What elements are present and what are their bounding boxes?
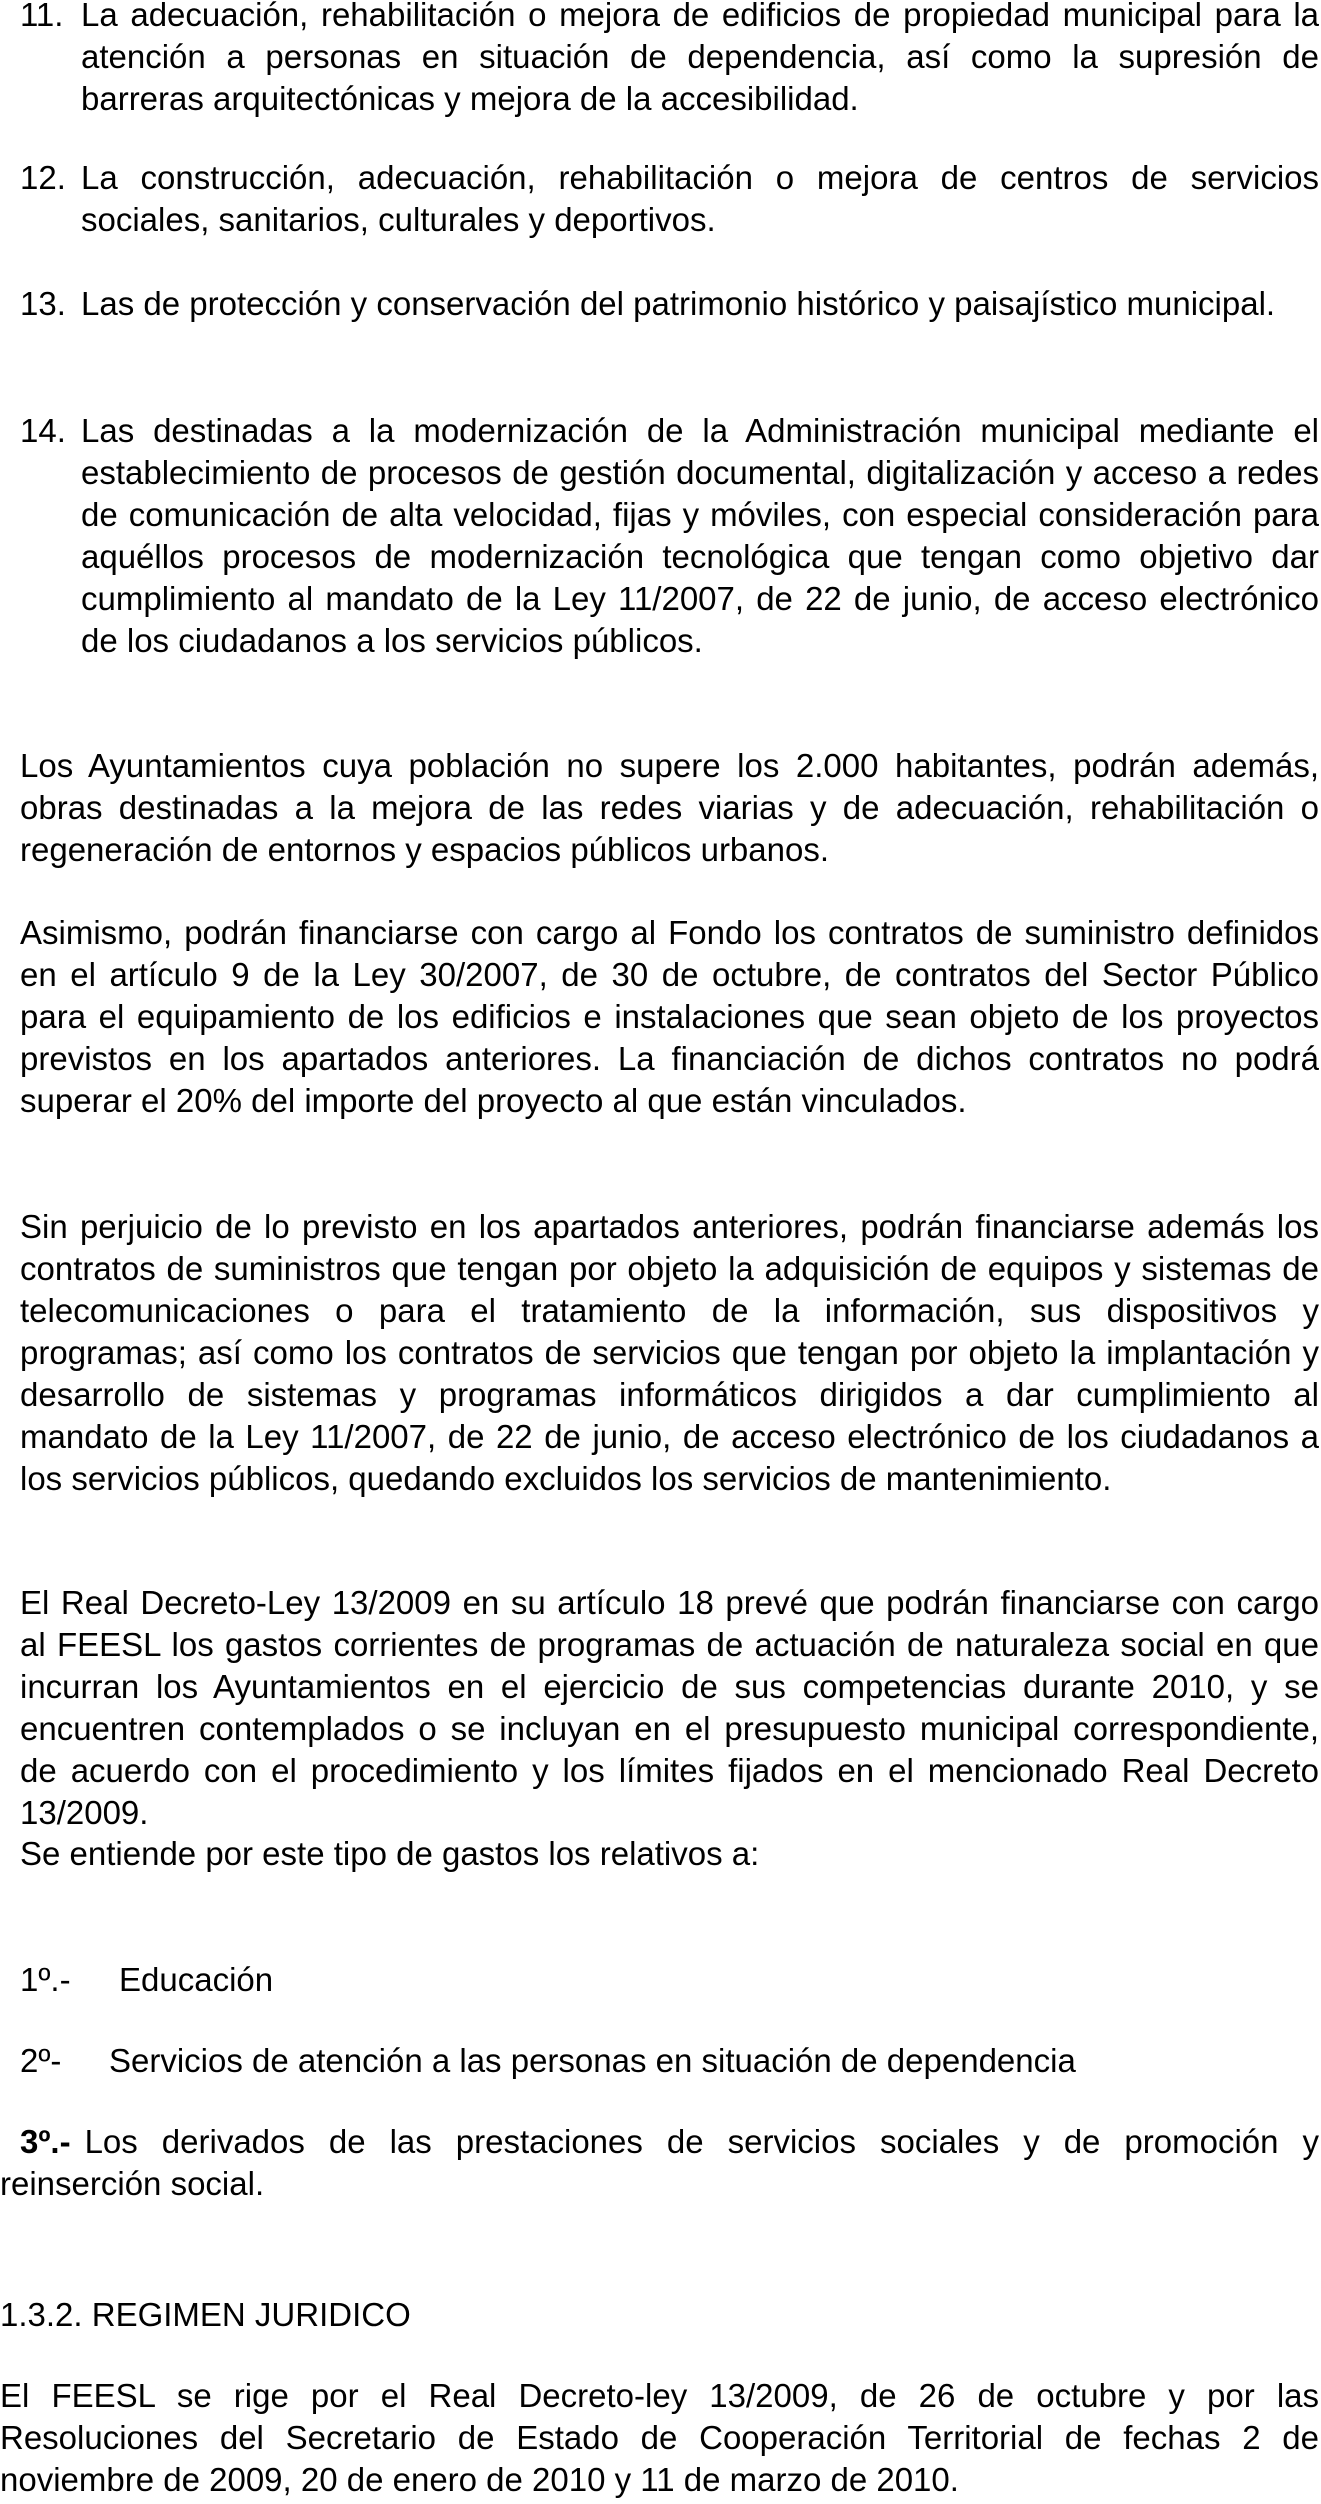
- list-item-text: La adecuación, rehabilitación o mejora de edificios de propiedad municipal para la atención a personas en situación de dependencia, así como la supresión de barreras arquitectónicas y mejora de la accesibilidad.: [81, 0, 1319, 117]
- list-item-number: 11.: [20, 0, 64, 33]
- paragraph-telecom-contracts: Sin perjuicio de lo previsto en los apartados anteriores, podrán financiarse además los contratos de suministros que tengan por objeto la adquisición de equipos y sistemas de telecomunicaciones o para el tratamiento de la información, sus dispositivos y programas; así como los contratos de servicios que tengan por objeto la implantación y desarrollo de sistemas y programas informáticos dirigidos a dar cumplimiento al mandato de la Ley 11/2007, de 22 de junio, de acceso electrónico de los ciudadanos a los servicios públicos, quedando excluidos los servicios de mantenimiento.: [20, 1208, 1319, 1497]
- paragraph-supply-contracts: Asimismo, podrán financiarse con cargo al Fondo los contratos de suministro definidos en el artículo 9 de la Ley 30/2007, de 30 de octubre, de contratos del Sector Público para el equipamiento de los edificios e instalaciones que sean objeto de los proyectos previstos en los apartados anteriores. La financiación de dichos contratos no podrá superar el 20% del importe del proyecto al que están vinculados.: [20, 914, 1319, 1119]
- sub-item-label: 3º.-: [20, 2123, 71, 2160]
- paragraph-expense-types-intro: Se entiende por este tipo de gastos los relativos a:: [20, 1835, 760, 1872]
- sub-item-text: Educación: [119, 1961, 274, 1998]
- paragraph-real-decreto: El Real Decreto-Ley 13/2009 en su artículo 18 prevé que podrán financiarse con cargo al FEESL los gastos corrientes de programas de actuación de naturaleza social en que incurran los Ayuntamientos en el ejercicio de sus competencias durante 2010, y se encuentren contemplados o se incluyan en el presupuesto municipal correspondiente, de acuerdo con el procedimiento y los límites fijados en el mencionado Real Decreto 13/2009.: [20, 1584, 1319, 1831]
- sub-item-education: [20, 1959, 273, 2001]
- list-item-text: La construcción, adecuación, rehabilitación o mejora de centros de servicios sociales, sanitarios, culturales y deportivos.: [81, 159, 1319, 238]
- sub-item-social-services: [0, 2121, 1319, 2205]
- list-item-11: [20, 0, 1319, 120]
- list-item-13: [20, 283, 1319, 325]
- list-item-12: [20, 157, 1319, 241]
- list-item-14: [20, 410, 1319, 662]
- sub-item-text: Los derivados de las prestaciones de servicios sociales y de promoción y reinserción social.: [0, 2123, 1319, 2202]
- sub-item-text: Servicios de atención a las personas en situación de dependencia: [109, 2042, 1076, 2079]
- sub-item-label: 1º.-: [20, 1961, 71, 1998]
- list-item-number: 13.: [20, 285, 66, 322]
- paragraph-small-municipalities: Los Ayuntamientos cuya población no supere los 2.000 habitantes, podrán además, obras destinadas a la mejora de las redes viarias y de adecuación, rehabilitación o regeneración de entornos y espacios públicos urbanos.: [20, 747, 1319, 868]
- list-item-number: 14.: [20, 412, 66, 449]
- sub-item-dependency: [20, 2040, 1076, 2082]
- sub-item-label: 2º-: [20, 2042, 62, 2079]
- list-item-text: Las de protección y conservación del patrimonio histórico y paisajístico municipal.: [81, 285, 1276, 322]
- list-item-text: Las destinadas a la modernización de la Administración municipal mediante el establecimiento de procesos de gestión documental, digitalización y acceso a redes de comunicación de alta velocidad, fijas y móviles, con especial consideración para aquéllos procesos de modernización tecnológica que tengan como objetivo dar cumplimiento al mandato de la Ley 11/2007, de 22 de junio, de acceso electrónico de los ciudadanos a los servicios públicos.: [81, 412, 1319, 659]
- paragraph-legal-regime: El FEESL se rige por el Real Decreto-ley 13/2009, de 26 de octubre y por las Resoluciones del Secretario de Estado de Cooperación Territorial de fechas 2 de noviembre de 2009, 20 de enero de 2010 y 11 de marzo de 2010.: [0, 2377, 1319, 2498]
- list-item-number: 12.: [20, 159, 66, 196]
- section-heading: 1.3.2. REGIMEN JURIDICO: [0, 2296, 411, 2333]
